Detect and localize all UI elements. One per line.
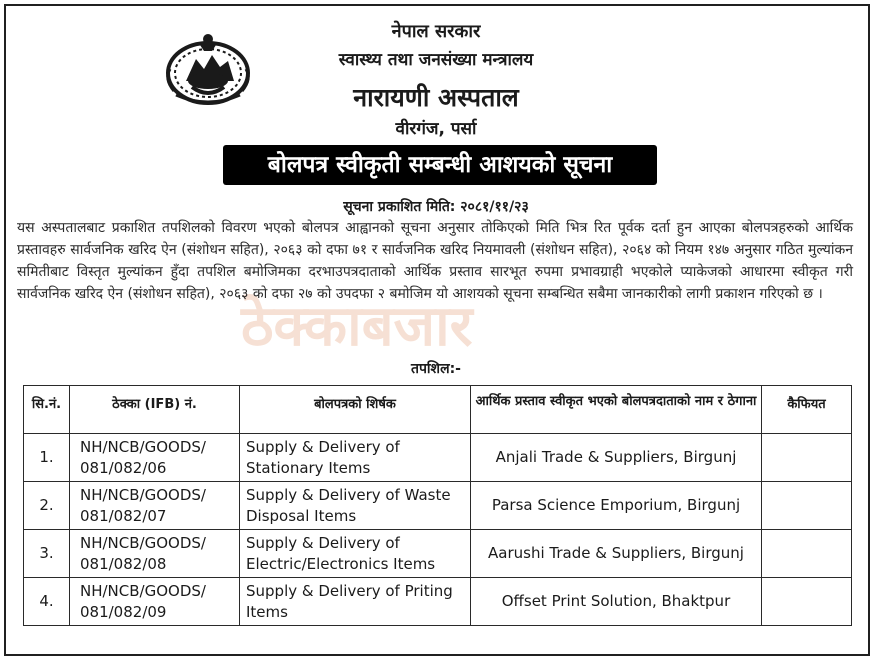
cell-ifb: [70, 482, 240, 530]
col-header-title: बोलपत्रको शिर्षक: [240, 386, 471, 434]
government-name: नेपाल सरकार: [391, 21, 481, 42]
cell-ifb: [70, 530, 240, 578]
col-header-remarks: कैफियत: [762, 386, 852, 434]
publish-date: सूचना प्रकाशित मिति: २०८१/११/२३: [343, 199, 529, 215]
cell-sn: 1.: [24, 434, 70, 482]
cell-sn: 3.: [24, 530, 70, 578]
notice-body: यस अस्पतालबाट प्रकाशित तपशिलको विवरण भएको बोलपत्र आह्वानको सूचना अनुसार तोकिएको मिति भित्र रित पूर्वक दर्ता हुन आएका बोलपत्रहरुको आर्थिक प्रस्तावहरु सार्वजनिक खरिद ऐन (संशोधन सहित), २०६३ को दफा ७१ र सार्वजनिक खरिद नियमावली (संशोधन सहित), २०६४ को नियम १४७ अनुसार गठित मुल्यांकन समितीबाट विस्तृत मुल्यांकन हुँदा तपशिल बमोजिमका दरभाउपत्रदाताको आर्थिक प्रस्ताव सारभूत रुपमा प्रभावग्राही भएकोले प्याकेजको आधारमा स्वीकृत गरी सार्वजनिक खरिद ऐन (संशोधन सहित), २०६३ को दफा २७ को उपदफा २ बमोजिम यो आशयको सूचना सम्बन्धित सबैमा जानकारीको लागी प्रकाशन गरिएको छ ।: [17, 220, 853, 302]
cell-ifb-line1: NH/NCB/GOODS/: [80, 485, 206, 504]
watermark: ठेक्काबजार: [241, 294, 473, 359]
table-row: [24, 530, 852, 578]
cell-title: Supply & Delivery of Waste Disposal Items: [240, 482, 471, 530]
cell-title: Supply & Delivery of Priting Items: [240, 578, 471, 626]
table-row: [24, 578, 852, 626]
cell-sn: 2.: [24, 482, 70, 530]
table-row: [24, 482, 852, 530]
cell-bidder: Parsa Science Emporium, Birgunj: [471, 482, 762, 530]
cell-ifb-line1: NH/NCB/GOODS/: [80, 533, 206, 552]
cell-title: Supply & Delivery of Stationary Items: [240, 434, 471, 482]
notice-title: बोलपत्र स्वीकृती सम्बन्धी आशयको सूचना: [223, 145, 657, 185]
table-row: [24, 434, 852, 482]
cell-bidder: Aarushi Trade & Suppliers, Birgunj: [471, 530, 762, 578]
cell-bidder: Offset Print Solution, Bhaktpur: [471, 578, 762, 626]
award-table: [23, 385, 852, 626]
cell-remarks: [762, 530, 852, 578]
cell-remarks: [762, 434, 852, 482]
cell-ifb-line2: 081/082/07: [80, 506, 167, 525]
cell-title: Supply & Delivery of Electric/Electronics Items: [240, 530, 471, 578]
col-header-ifb: ठेक्का (IFB) नं.: [70, 386, 240, 434]
cell-ifb: [70, 434, 240, 482]
cell-remarks: [762, 578, 852, 626]
cell-ifb-line2: 081/082/06: [80, 458, 167, 477]
col-header-bidder: आर्थिक प्रस्ताव स्वीकृत भएको बोलपत्रदाताको नाम र ठेगाना: [471, 386, 762, 434]
cell-ifb: [70, 578, 240, 626]
cell-ifb-line1: NH/NCB/GOODS/: [80, 437, 206, 456]
cell-ifb-line2: 081/082/08: [80, 554, 167, 573]
cell-sn: 4.: [24, 578, 70, 626]
hospital-location: वीरगंज, पर्सा: [395, 119, 477, 139]
col-header-sn: सि.नं.: [24, 386, 70, 434]
schedule-label: तपशिल:-: [411, 361, 461, 377]
hospital-name: नारायणी अस्पताल: [353, 83, 519, 112]
cell-remarks: [762, 482, 852, 530]
table-header-row: [24, 386, 852, 434]
ministry-name: स्वास्थ्य तथा जनसंख्या मन्त्रालय: [338, 50, 534, 70]
cell-ifb-line1: NH/NCB/GOODS/: [80, 581, 206, 600]
cell-bidder: Anjali Trade & Suppliers, Birgunj: [471, 434, 762, 482]
cell-ifb-line2: 081/082/09: [80, 602, 167, 621]
